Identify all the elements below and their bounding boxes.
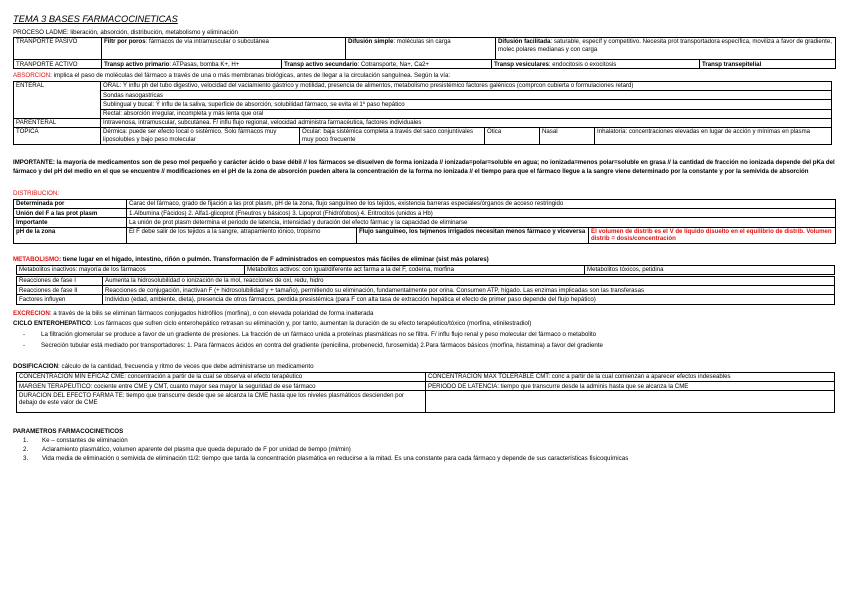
dist-value: La unión de prot plasm determina el periodo de latencia, intensidad y duración del efecto fármac y la capacidad de eliminarse	[127, 218, 836, 227]
list-item: - Secreción tubular está mediado por transportadores: 1. Para fármacos ácidos en contra del gradiente (penicilina, probenecid, furosemida) 2.Para fármacos básicos (morfina, histamina) a favor del gradiente	[23, 341, 603, 349]
page-title: TEMA 3 BASES FARMACOCINETICAS	[13, 14, 178, 24]
metabolitos-row	[17, 266, 835, 275]
topica-label: TOPICA	[14, 128, 101, 145]
excrecion-renal-list	[13, 331, 835, 349]
inhalatoria-cell: Inhalatoria: concentraciones elevadas en lugar de acción y mínimas en plasma	[595, 128, 832, 145]
dosif-cell: CONCENTRACION MAX TOLERABLE CMT: conc a partir de la cual comienzan a aparecer efectos indeseables	[426, 373, 835, 382]
dosif-cell: CONCENTRACION MIN EFICAZ CME: concentración a partir de la cual se observa el efecto terapéutico	[17, 373, 426, 382]
dermica-cell: Dérmica: puede ser efecto local o sistémico. Solo fármacos muy liposolubles y bajo peso molecular	[101, 128, 300, 145]
dosif-row	[17, 382, 835, 391]
dist-row	[14, 209, 836, 218]
flujo-cell: Flujo sanguíneo, los tejmenos irrigados necesitan menos fármaco y viceversa	[357, 227, 589, 244]
reaccion-row	[17, 277, 835, 286]
distribucion-heading: DISTRIBUCION:	[13, 190, 60, 197]
dosif-cell	[426, 391, 835, 413]
toxicos-cell: Metabolitos tóxicos, petidina	[585, 266, 835, 275]
enteral-row-sublingual	[14, 100, 832, 109]
secundario-cell: Transp activo secundario: Cotransporte, Na+, Ca2+	[282, 60, 492, 69]
absorcion-table	[13, 81, 831, 145]
reaccion-row	[17, 295, 835, 304]
dif-facilitada-cell: Difusión facilitada: saturable, específ y competitivo. Necesita prot transportadora específica, moviliza a favor de gradiente, molec polares medianas y con carga	[496, 38, 836, 60]
parenteral-cell: Intravenosa, intramuscular, subcutánea. F/ influ flujo regional, velocidad administra farmacéutica, factores individuales	[101, 118, 832, 127]
parenteral-label: PARENTERAL	[14, 118, 101, 127]
dist-row	[14, 200, 836, 209]
dist-row-ph	[14, 227, 836, 244]
rectal-cell: Rectal: absorción irregular, incompleta y más lenta que oral	[101, 109, 832, 118]
inactivos-cell: Metabolitos inactivos: mayoría de los fármacos	[17, 266, 245, 275]
enteral-row-rectal	[14, 109, 832, 118]
transepitelial-cell: Transp transepitelial	[700, 60, 836, 69]
enteral-row-sondas	[14, 91, 832, 100]
enteral-label: ENTERAL	[14, 82, 101, 119]
otica-cell: Ótica	[485, 128, 540, 145]
importante-paragraph: IMPORTANTE: la mayoría de medicamentos son de peso mol pequeño y carácter ácido o base débil // los fármacos se disuelven de forma ionizada // ionizada=polar=soluble en agua; no ionizada=menos polar=soluble en grasa // la cantidad de fracción no ionizada depende del pKa del fármaco y del pH del medio en el que se encuentre // modificaciones en el pH de la zona de absorción pueden altera la concentración de la forma no ionizada // el tiempo para que el fármaco llegue a la sangre viene determinado por la constante y por la semivida de absorción	[13, 159, 835, 175]
dosif-cell: PERIODO DE LATENCIA: tiempo que transcurre desde la adminis hasta que se alcanza la CME	[426, 382, 835, 391]
dif-simple-cell: Difusión simple: moléculas sin carga	[346, 38, 496, 60]
sondas-cell: Sondas nasogastricas	[101, 91, 832, 100]
dist-key: Importante	[14, 218, 127, 227]
reaccion-key: Reacciones de fase II	[17, 286, 103, 295]
parametros-list	[13, 437, 835, 464]
dist-value: 1.Albumina (Fácidos) 2. Alfa1-glicoprot (Fneutros y básicos) 3. Lipoprot (Fhidrófobos) 4. Eritrocitos (unidos a Hb)	[127, 209, 836, 218]
dist-key: Determinada por	[14, 200, 127, 209]
reaccion-key: Factores influyen	[17, 295, 103, 304]
activos-cell: Metabolitos activos: con igual/diferente act farma a la del F, codeína, morfina	[245, 266, 585, 275]
proceso-ladme: PROCESO LADME: liberación, absorción, distribución, metabolismo y eliminación	[13, 29, 238, 36]
pasivo-label: TRANPORTE PASIVO	[14, 38, 102, 60]
dist-value: Carac del fármaco, grado de fijación a las prot plasm, pH de la zona, flujo sanguíneo de los tejidos, existencia barreras especiales/órganos de acceso restringido	[127, 200, 836, 209]
parametros-heading: PARAMETROS FARMACOCINETICOS	[13, 428, 124, 435]
absorcion-intro: ABSORCION: implica el paso de moléculas del fármaco a través de una o más membranas biológicas, antes de llegar a la circulación sanguínea. Según la vía:	[13, 72, 451, 79]
topica-row	[14, 128, 832, 145]
ciclo-enterohepatico: CICLO ENTEROHEPATICO: Los fármacos que sufren ciclo enterohepático retrasan su eliminación y, por tanto, aumentan la duración de su efecto terapéutico/tóxico (morfina, etinilestradiol)	[13, 320, 532, 327]
list-item: 2. Aclaramiento plasmático, volumen aparente del plasma que queda depurado de F por unidad de tiempo (ml/min)	[23, 446, 351, 454]
dosificacion-table	[16, 372, 834, 413]
list-item: 3. Vida media de eliminación o semivida de eliminación t1/2: tiempo que tarda la concentración plasmática en reducirse a la mitad. Es una constante para cada fármaco y depende de sus características fisicoquímicas	[23, 455, 629, 463]
transporte-pasivo-row	[14, 38, 836, 60]
nasal-cell: Nasal	[540, 128, 595, 145]
list-item: - La filtración glomerular se produce a favor de un gradiente de presiones. La fracción de un fármaco unida a proteínas plasmáticas no se filtra. F/ influ flujo renal y peso molecular del fármaco o metabolito	[23, 331, 597, 338]
parenteral-row	[14, 118, 832, 127]
dosif-row	[17, 373, 835, 382]
filtr-poros-cell: Filtr por poros: fármacos de vía intramuscular o subcutánea	[102, 38, 346, 60]
vesiculares-cell: Transp vesiculares: endocitosis o exocitosis	[492, 60, 700, 69]
reaccion-value: Reacciones de conjugación, inactivan F (+ hidrosolubilidad y + tamaño), permitiendo su eliminación, fundamentalmente por orina. Consumen ATP, hígado. Las enzimas implicadas son las transferasas	[103, 286, 835, 295]
activo-label: TRANPORTE ACTIVO	[14, 60, 102, 69]
transporte-activo-row	[14, 60, 836, 69]
metabolitos-table	[16, 265, 834, 275]
dosif-row	[17, 391, 835, 413]
dosif-cell: DURACION DEL EFECTO FARMA TE: tiempo que transcurre desde que se alcanza la CME hasta que los niveles plasmáticos descienden por debajo de este valor de CME	[17, 391, 426, 413]
list-item: 1. Ke – constantes de eliminación	[23, 437, 128, 444]
enteral-row-oral	[14, 82, 832, 91]
reaccion-value: Individuo (edad, ambiente, dieta), presencia de otros fármacos, perdida presistémica (para F con alta tasa de extracción hepática el efecto de primer paso depende del flujo hepático)	[103, 295, 835, 304]
dosificacion-heading: DOSIFICACION: cálculo de la cantidad, frecuencia y ritmo de veces que debe administrarse un medicamento	[13, 363, 314, 370]
dosif-cell: MARGEN TERAPEUTICO: cociente entre CME y CMT, cuanto mayor sea mayor la seguridad de ese fármaco	[17, 382, 426, 391]
transporte-table	[13, 37, 835, 69]
metabolismo-heading: METABOLISMO: tiene lugar en el hígado, intestino, riñón o pulmón. Transformación de F administrados en compuestos más fáciles de eliminar (sist más polares)	[13, 256, 489, 263]
dist-key: Unión del F a las prot plasm	[14, 209, 127, 218]
dist-row	[14, 218, 836, 227]
primario-cell: Transp activo primario: ATPasas, bomba K+, H+	[102, 60, 282, 69]
distribucion-table	[13, 199, 835, 244]
reaccion-value: Aumenta la hidrosolubilidad o ionización de la mol, reacciones de oxi, redu, hidro	[103, 277, 835, 286]
oral-cell: ORAL: Ý influ ph del tubo digestivo, velocidad del vaciamiento gástrico y motilidad, presencia de alimentos, metabolismo presistémico factores galénicos (comprcon cubierta o formulaciones retard)	[101, 82, 832, 91]
excrecion-paragraph: EXCRECION: a través de la bilis se eliminan fármacos conjugados hidrófilos (morfina), o con elevada polaridad de forma inalterada	[13, 310, 374, 317]
sublingual-cell: Sublingual y bucal: Ý influ de la saliva, superficie de absorción, solubilidad fármaco, se evita el 1º paso hepático	[101, 100, 832, 109]
volumen-distrib-cell: El volumen de distrib es el V de líquido disuelto en el equilibrio de distrib. Volumen distrib = dosis/concentración	[589, 227, 836, 244]
ph-cell: El F debe salir de los tejidos a la sangre, atrapamiento iónico, tropismo	[127, 227, 357, 244]
ocular-cell: Ocular: baja sistémica completa a través del saco conjuntivales muy poco frecuente	[300, 128, 485, 145]
reacciones-table	[16, 276, 834, 305]
reaccion-key: Reacciones de fase I	[17, 277, 103, 286]
ph-label: pH de la zona	[14, 227, 127, 244]
reaccion-row	[17, 286, 835, 295]
